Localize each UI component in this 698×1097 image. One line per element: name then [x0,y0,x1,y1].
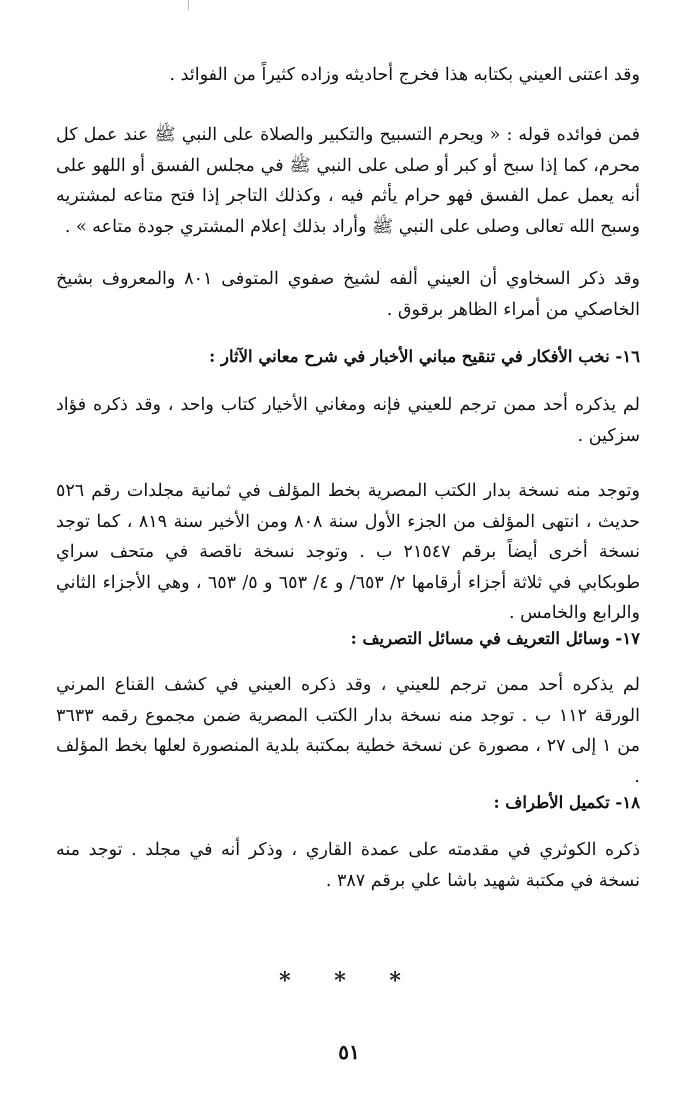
paragraph-16-mentions: لم يذكره أحد ممن ترجم للعيني فإنه ومغاني الأخيار كتاب واحد ، وقد ذكره فؤاد سزكين . [56,395,640,446]
heading-18: ١٨- تكميل الأطراف : [493,793,640,812]
paragraph-16-copies: وتوجد منه نسخة بدار الكتب المصرية بخط المؤلف في ثمانية مجلدات رقم ٥٢٦ حديث ، انتهى المؤلف من الجزء الأول سنة ٨٠٨ ومن الأخير سنة ٨١٩ ، كما توجد نسخة أخرى أيضاً برقم ٢١٥٤٧ ب . وتوجد نسخة ناقصة في متحف سراي طوبكابي في ثلاثة أجزاء أرقامها ٢/ ٦٥٣/ و ٤/ ٦٥٣ و ٥/ ٦٥٣ ، وهي الأجزاء الثاني والرابع والخامس . [56,481,640,623]
paragraph-sakhawi: وقد ذكر السخاوي أن العيني ألفه لشيخ صفوي المتوفى ٨٠١ والمعروف بشيخ الخاصكي من أمراء الظاهر برقوق . [56,269,640,320]
scan-mark [188,0,189,10]
heading-16: ١٦- نخب الأفكار في تنقيح مباني الأخبار في شرح معاني الآثار : [209,347,640,366]
section-divider: * * * [279,968,419,994]
paragraph-benefits: فمن فوائده قوله : « ويحرم التسبيح والتكبير والصلاة على النبي ﷺ عند عمل كل محرم، كما إذا سبح أو كبر أو صلى على النبي ﷺ في مجلس الفسق أو اللهو على أنه يعمل عمل الفسق فهو حرام يأثم فيه ، وكذلك التاجر إذا فتح متاعه لمشتريه وسبح الله تعالى وصلى على النبي ﷺ وأراد بذلك إعلام المشتري جودة متاعه » . [56,125,640,237]
page-number: ٥١ [338,1040,360,1064]
paragraph-17: لم يذكره أحد ممن ترجم للعيني ، وقد ذكره العيني في كشف القناع المرني الورقة ١١٢ ب . توجد منه نسخة بدار الكتب المصرية ضمن مجموع رقمه ٣٦٣٣ من ١ إلى ٢٧ ، مصورة عن نسخة خطية بمكتبة بلدية المنصورة لعلها بخط المؤلف . [56,675,641,787]
paragraph-18: ذكره الكوثري في مقدمته على عمدة القاري ، وذكر أنه في مجلد . توجد منه نسخة في مكتبة شهيد باشا علي برقم ٣٨٧ . [56,840,640,891]
heading-17: ١٧- وسائل التعريف في مسائل التصريف : [350,629,640,648]
paragraph-intro: وقد اعتنى العيني بكتابه هذا فخرج أحاديثه وزاده كثيراً من الفوائد . [169,65,640,85]
